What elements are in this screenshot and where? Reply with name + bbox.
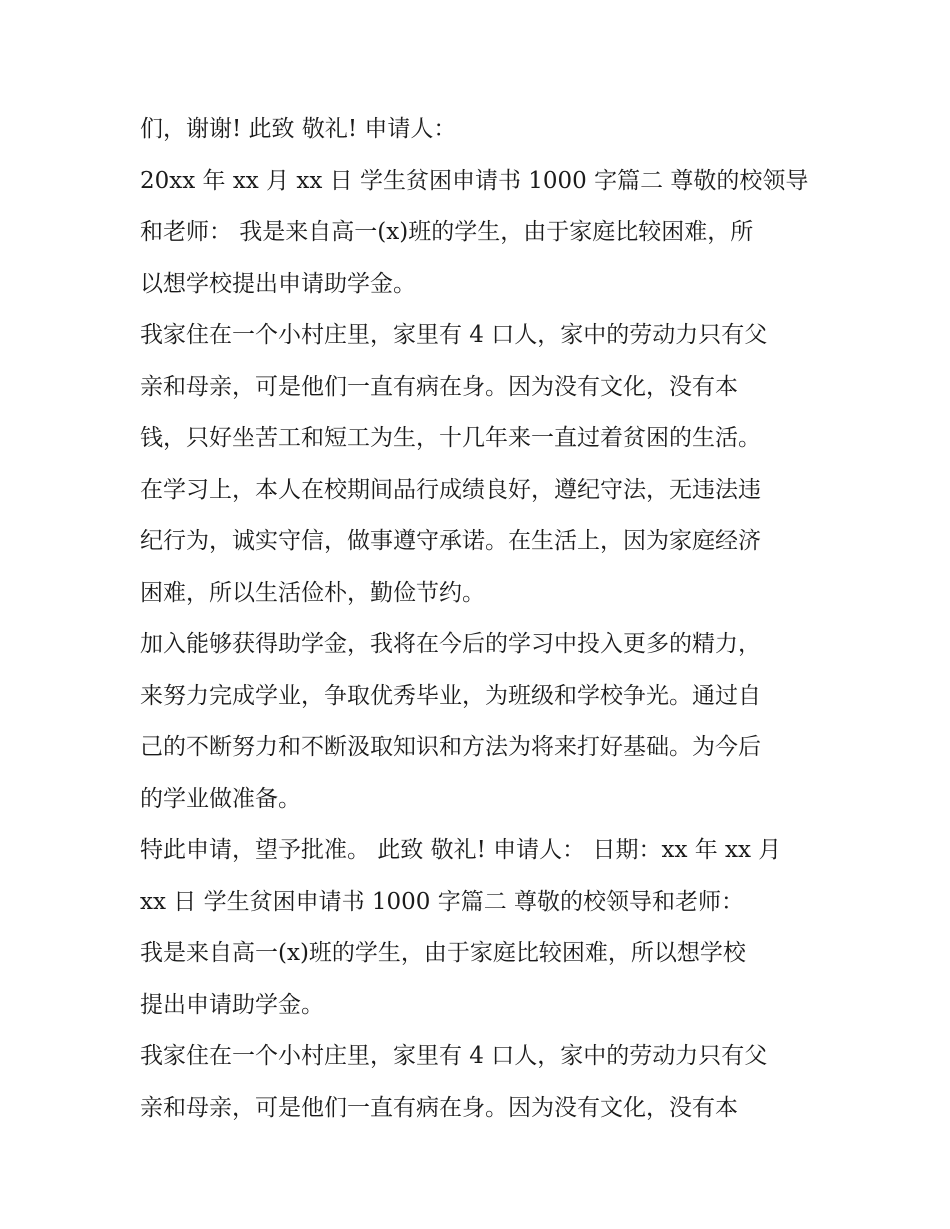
paragraph-closing: 们，谢谢! 此致 敬礼! 申请人： xyxy=(140,116,457,142)
paragraph-request: 特此申请，望予批准。 此致 敬礼! 申请人： 日期：xx 年 xx 月 xx 日 学生贫困申请书 1000 字篇二 尊敬的校领导和老师： xyxy=(140,837,782,915)
paragraph-study: 在学习上，本人在校期间品行成绩良好，遵纪守法，无违法违 纪行为，诚实守信，做事遵守承诺。在生活上，因为家庭经济 困难，所以生活俭朴，勤俭节约。 xyxy=(140,476,761,606)
paragraph-family: 我家住在一个小村庄里，家里有 4 口人，家中的劳动力只有父 亲和母亲，可是他们一直有病在身。因为没有文化，没有本 钱，只好坐苦工和短工为生，十几年来一直过着贫困的生活。 xyxy=(140,322,768,451)
paragraph-family-repeat: 我家住在一个小村庄里，家里有 4 口人，家中的劳动力只有父 亲和母亲，可是他们一直有病在身。因为没有文化，没有本 xyxy=(140,1043,768,1121)
paragraph-heading-intro: 20xx 年 xx 月 xx 日 学生贫困申请书 1000 字篇二 尊敬的校领导 和老师： 我是来自高一(x)班的学生，由于家庭比较困难，所 以想学校提出申请助学金。 xyxy=(140,167,809,297)
document-body xyxy=(140,104,820,1134)
paragraph-plan: 加入能够获得助学金，我将在今后的学习中投入更多的精力， 来努力完成学业，争取优秀毕业，为班级和学校争光。通过自 己的不断努力和不断汲取知识和方法为将来打好基础。为今后 的学业做准备。 xyxy=(140,631,761,812)
paragraph-intro-repeat: 我是来自高一(x)班的学生，由于家庭比较困难，所以想学校 提出申请助学金。 xyxy=(140,940,746,1018)
